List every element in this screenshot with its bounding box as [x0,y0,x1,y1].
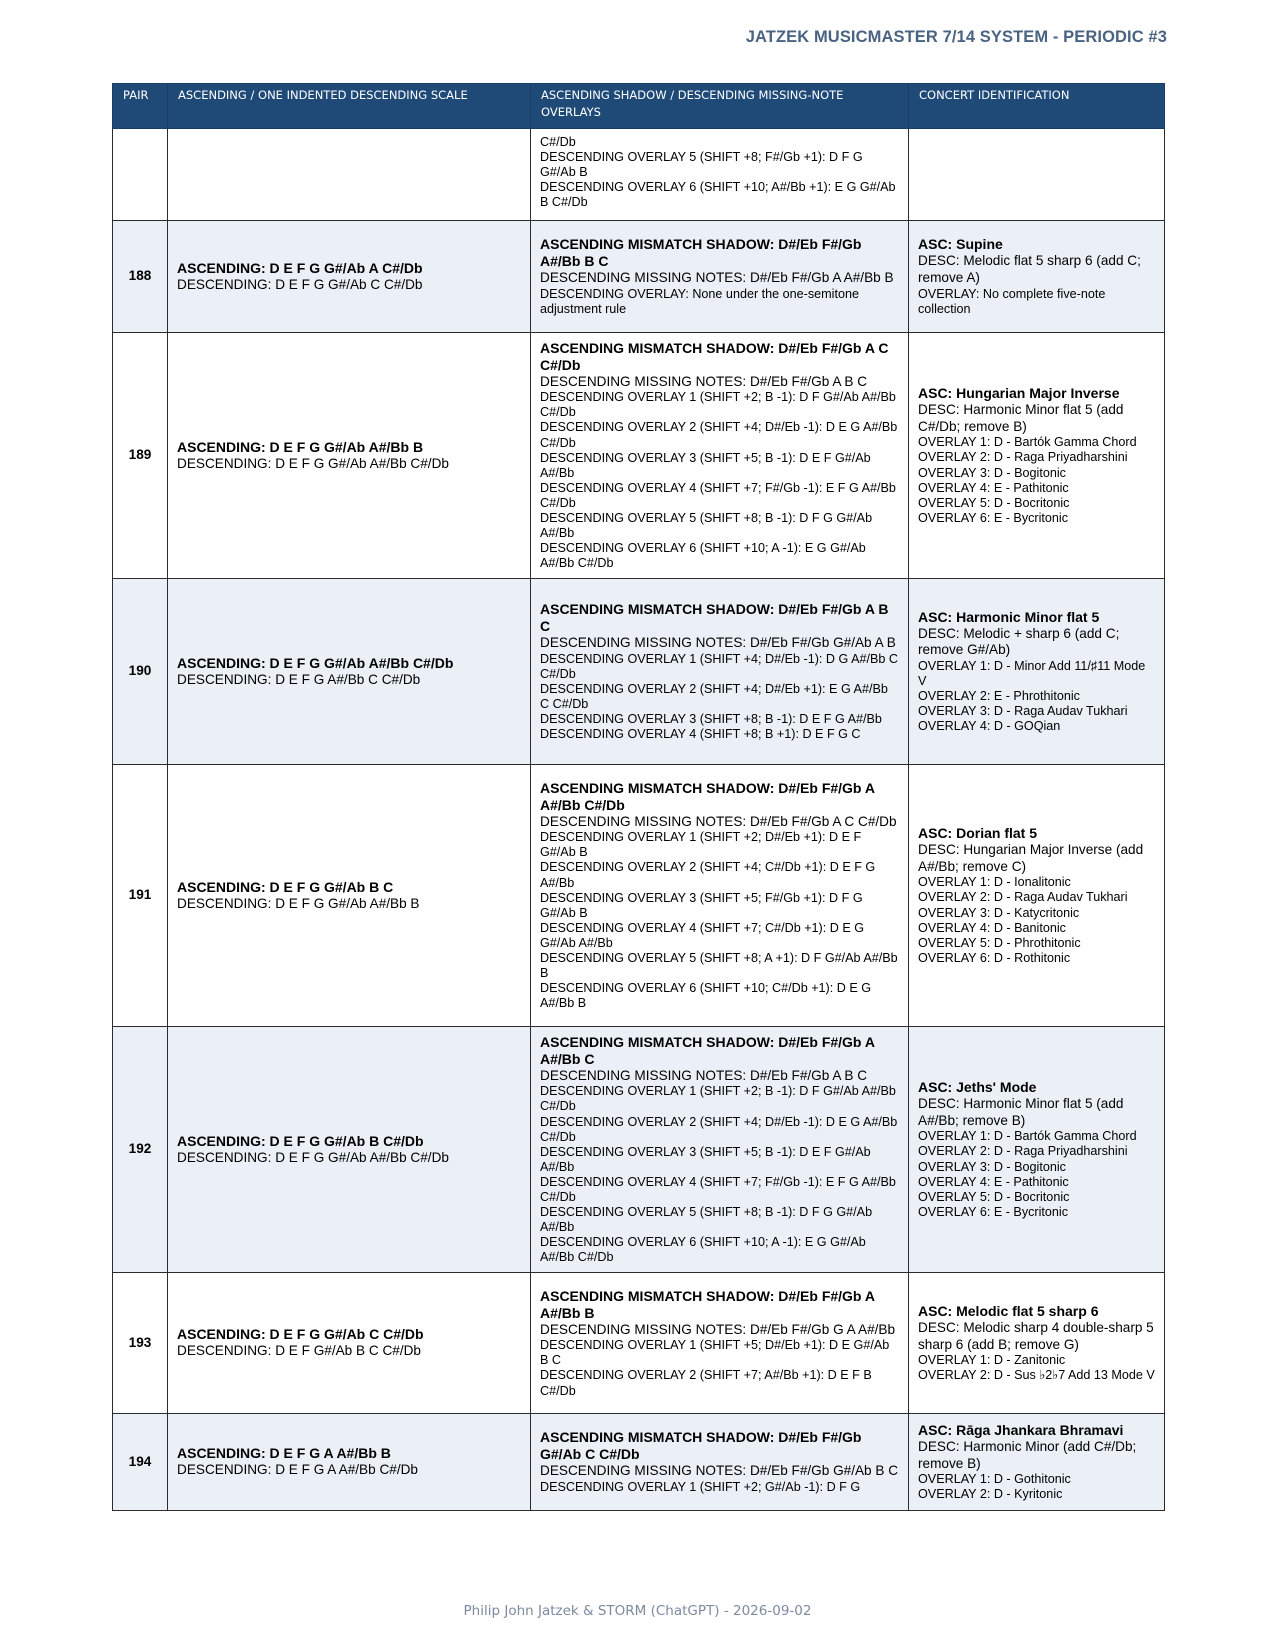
concert-overlay: OVERLAY 3: D - Raga Audav Tukhari [918,704,1128,719]
concert-overlay: OVERLAY 2: D - Raga Priyadharshini [918,450,1128,465]
mismatch-shadow: ASCENDING MISMATCH SHADOW: D#/Eb F#/Gb A A#/Bb C [540,1033,875,1067]
overlay-cell [531,220,909,332]
concert-overlay: OVERLAY 4: E - Pathitonic [918,480,1069,495]
concert-cell [909,578,1165,764]
concert-cell [909,220,1165,332]
descending-overlay: DESCENDING OVERLAY 1 (SHIFT +2; D#/Eb +1): D E F G#/Ab B [540,830,862,860]
descending-overlay: DESCENDING OVERLAY 1 (SHIFT +4; D#/Eb -1): D G A#/Bb C C#/Db [540,651,898,681]
column-header-pair: PAIR [113,84,168,129]
concert-ascending: ASC: Supine [918,236,1003,253]
missing-notes: DESCENDING MISSING NOTES: D#/Eb F#/Gb A A#/Bb B [540,270,894,286]
concert-ascending: ASC: Jeths' Mode [918,1079,1037,1096]
scale-cell [168,332,531,578]
pair-number: 193 [113,1272,168,1413]
descending-overlay: DESCENDING OVERLAY 4 (SHIFT +7; F#/Gb -1): E F G A#/Bb C#/Db [540,480,896,510]
descending-scale: DESCENDING: D E F G G#/Ab A#/Bb C#/Db [177,1149,449,1165]
descending-overlay: DESCENDING OVERLAY 3 (SHIFT +5; B -1): D E F G#/Ab A#/Bb [540,1144,871,1174]
descending-overlay: DESCENDING OVERLAY 5 (SHIFT +8; A +1): D F G#/Ab A#/Bb B [540,951,898,981]
scale-cell [168,220,531,332]
mismatch-shadow: ASCENDING MISMATCH SHADOW: D#/Eb F#/Gb A#/Bb B C [540,236,862,270]
descending-overlay: DESCENDING OVERLAY 1 (SHIFT +2; B -1): D F G#/Ab A#/Bb C#/Db [540,1084,896,1114]
concert-cell [909,128,1165,220]
table-row [113,128,1165,220]
descending-overlay: DESCENDING OVERLAY 5 (SHIFT +8; B -1): D F G G#/Ab A#/Bb [540,1205,873,1235]
concert-cell [909,1026,1165,1272]
scale-cell [168,1272,531,1413]
scale-cell [168,1026,531,1272]
ascending-scale: ASCENDING: D E F G G#/Ab A#/Bb B [177,438,424,455]
missing-notes: DESCENDING MISSING NOTES: D#/Eb F#/Gb A B C [540,1067,868,1083]
concert-ascending: ASC: Hungarian Major Inverse [918,385,1120,402]
descending-overlay: DESCENDING OVERLAY 3 (SHIFT +5; B -1): D E F G#/Ab A#/Bb [540,450,871,480]
pair-number: 188 [113,220,168,332]
descending-overlay: DESCENDING OVERLAY 6 (SHIFT +10; C#/Db +1): D E G A#/Bb B [540,981,872,1011]
concert-cell [909,1413,1165,1510]
concert-overlay: OVERLAY 5: D - Phrothitonic [918,935,1081,950]
descending-overlay: C#/Db [540,134,576,149]
descending-overlay: DESCENDING OVERLAY: None under the one-semitone adjustment rule [540,286,859,316]
pair-number: 191 [113,764,168,1026]
concert-overlay: OVERLAY 3: D - Katycritonic [918,905,1080,920]
overlay-cell [531,578,909,764]
concert-overlay: OVERLAY 5: D - Bocritonic [918,1189,1070,1204]
scale-cell [168,1413,531,1510]
table-row [113,220,1165,332]
concert-ascending: ASC: Dorian flat 5 [918,825,1038,842]
missing-notes: DESCENDING MISSING NOTES: D#/Eb F#/Gb G#/Ab A B [540,635,896,650]
ascending-scale: ASCENDING: D E F G A A#/Bb B [177,1445,391,1462]
mismatch-shadow: ASCENDING MISMATCH SHADOW: D#/Eb F#/Gb A B C [540,600,889,634]
overlay-cell [531,1026,909,1272]
table-row [113,1413,1165,1510]
concert-overlay: OVERLAY 3: D - Bogitonic [918,465,1066,480]
concert-descending: DESC: Melodic + sharp 6 (add C; remove G#/Ab) [918,625,1120,658]
table-row [113,764,1165,1026]
missing-notes: DESCENDING MISSING NOTES: D#/Eb F#/Gb A C C#/Db [540,813,897,829]
descending-overlay: DESCENDING OVERLAY 5 (SHIFT +8; F#/Gb +1): D F G G#/Ab B [540,149,863,179]
concert-overlay: OVERLAY 4: D - GOQian [918,719,1061,734]
mismatch-shadow: ASCENDING MISMATCH SHADOW: D#/Eb F#/Gb G#/Ab C C#/Db [540,1429,862,1463]
column-header-scale: ASCENDING / ONE INDENTED DESCENDING SCALE [168,84,531,129]
descending-overlay: DESCENDING OVERLAY 2 (SHIFT +4; D#/Eb +1): E G A#/Bb C C#/Db [540,681,888,711]
concert-descending: DESC: Harmonic Minor (add C#/Db; remove B) [918,1438,1137,1471]
missing-notes: DESCENDING MISSING NOTES: D#/Eb F#/Gb G A A#/Bb [540,1321,896,1337]
column-header-overlays: ASCENDING SHADOW / DESCENDING MISSING-NOTE OVERLAYS [531,84,909,129]
mismatch-shadow: ASCENDING MISMATCH SHADOW: D#/Eb F#/Gb A C C#/Db [540,339,889,373]
concert-cell [909,332,1165,578]
overlay-cell [531,128,909,220]
page-footer: Philip John Jatzek & STORM (ChatGPT) - 2026-09-02 [463,1603,812,1619]
descending-overlay: DESCENDING OVERLAY 4 (SHIFT +8; B +1): D E F G C [540,727,861,742]
concert-overlay: OVERLAY 5: D - Bocritonic [918,495,1070,510]
scale-cell [168,128,531,220]
descending-overlay: DESCENDING OVERLAY 6 (SHIFT +10; A#/Bb +1): E G G#/Ab B C#/Db [540,179,896,209]
ascending-scale: ASCENDING: D E F G G#/Ab B C [177,878,394,895]
concert-overlay: OVERLAY 2: D - Kyritonic [918,1487,1063,1502]
concert-cell [909,1272,1165,1413]
concert-descending: DESC: Harmonic Minor flat 5 (add A#/Bb; remove B) [918,1096,1124,1128]
mismatch-shadow: ASCENDING MISMATCH SHADOW: D#/Eb F#/Gb A A#/Bb B [540,1287,875,1321]
page-title: JATZEK MUSICMASTER 7/14 SYSTEM - PERIODIC #3 [745,28,1167,46]
overlay-cell [531,1272,909,1413]
descending-overlay: DESCENDING OVERLAY 2 (SHIFT +4; C#/Db +1): D E F G A#/Bb [540,860,876,890]
concert-overlay: OVERLAY 2: E - Phrothitonic [918,689,1080,704]
concert-ascending: ASC: Rāga Jhankara Bhramavi [918,1421,1124,1438]
concert-overlay: OVERLAY 6: D - Rothitonic [918,950,1071,965]
pair-number: 194 [113,1413,168,1510]
concert-descending: DESC: Harmonic Minor flat 5 (add C#/Db; remove B) [918,402,1124,434]
descending-overlay: DESCENDING OVERLAY 2 (SHIFT +4; D#/Eb -1): D E G A#/Bb C#/Db [540,1114,898,1144]
missing-notes: DESCENDING MISSING NOTES: D#/Eb F#/Gb A B C [540,373,868,389]
concert-descending: DESC: Hungarian Major Inverse (add A#/Bb; remove C) [918,842,1144,874]
concert-overlay: OVERLAY 2: D - Sus ♭2♭7 Add 13 Mode V [918,1368,1155,1383]
table-row [113,578,1165,764]
descending-scale: DESCENDING: D E F G G#/Ab C C#/Db [177,276,423,292]
descending-overlay: DESCENDING OVERLAY 2 (SHIFT +7; A#/Bb +1): D E F B C#/Db [540,1368,872,1398]
descending-overlay: DESCENDING OVERLAY 2 (SHIFT +4; D#/Eb -1): D E G A#/Bb C#/Db [540,420,898,450]
column-header-concert: CONCERT IDENTIFICATION [909,84,1165,129]
scale-cell [168,764,531,1026]
concert-ascending: ASC: Melodic flat 5 sharp 6 [918,1302,1099,1319]
pair-number: 189 [113,332,168,578]
pair-number: 192 [113,1026,168,1272]
overlay-cell [531,764,909,1026]
overlay-cell [531,1413,909,1510]
table-row [113,332,1165,578]
overlay-cell [531,332,909,578]
scale-cell [168,578,531,764]
ascending-scale: ASCENDING: D E F G G#/Ab B C#/Db [177,1132,424,1149]
descending-overlay: DESCENDING OVERLAY 4 (SHIFT +7; F#/Gb -1): E F G A#/Bb C#/Db [540,1174,896,1205]
scale-table [112,83,1165,1511]
concert-overlay: OVERLAY 1: D - Zanitonic [918,1353,1066,1368]
concert-overlay: OVERLAY 2: D - Raga Audav Tukhari [918,890,1128,905]
table-body [113,128,1165,1510]
concert-overlay: OVERLAY 6: E - Bycritonic [918,510,1069,525]
descending-overlay: DESCENDING OVERLAY 5 (SHIFT +8; B -1): D F G G#/Ab A#/Bb [540,511,873,541]
concert-cell [909,764,1165,1026]
concert-overlay: OVERLAY 1: D - Bartók Gamma Chord [918,435,1137,450]
descending-overlay: DESCENDING OVERLAY 1 (SHIFT +5; D#/Eb +1): D E G#/Ab B C [540,1338,890,1368]
concert-overlay: OVERLAY 2: D - Raga Priyadharshini [918,1144,1128,1159]
descending-overlay: DESCENDING OVERLAY 3 (SHIFT +8; B -1): D E F G A#/Bb [540,712,882,727]
descending-scale: DESCENDING: D E F G G#/Ab A#/Bb C#/Db [177,455,449,471]
descending-overlay: DESCENDING OVERLAY 1 (SHIFT +2; G#/Ab -1): D F G [540,1479,861,1494]
table-row [113,1026,1165,1272]
ascending-scale: ASCENDING: D E F G G#/Ab A C#/Db [177,259,423,276]
concert-ascending: ASC: Harmonic Minor flat 5 [918,608,1100,625]
descending-overlay: DESCENDING OVERLAY 3 (SHIFT +5; F#/Gb +1): D F G G#/Ab B [540,890,863,920]
concert-overlay: OVERLAY 1: D - Ionalitonic [918,875,1071,890]
descending-scale: DESCENDING: D E F G A A#/Bb C#/Db [177,1462,418,1478]
ascending-scale: ASCENDING: D E F G G#/Ab C C#/Db [177,1326,424,1343]
descending-overlay: DESCENDING OVERLAY 4 (SHIFT +7; C#/Db +1): D E G G#/Ab A#/Bb [540,920,865,951]
concert-overlay: OVERLAY 3: D - Bogitonic [918,1159,1066,1174]
descending-overlay: DESCENDING OVERLAY 6 (SHIFT +10; A -1): E G G#/Ab A#/Bb C#/Db [540,1235,866,1265]
concert-overlay: OVERLAY 1: D - Bartók Gamma Chord [918,1129,1137,1144]
descending-overlay: DESCENDING OVERLAY 6 (SHIFT +10; A -1): E G G#/Ab A#/Bb C#/Db [540,541,866,571]
concert-overlay: OVERLAY 1: D - Gothitonic [918,1472,1071,1487]
concert-overlay: OVERLAY: No complete five-note collection [918,286,1106,316]
concert-overlay: OVERLAY 1: D - Minor Add 11/♯11 Mode V [918,658,1146,688]
table-row [113,1272,1165,1413]
concert-descending: DESC: Melodic flat 5 sharp 6 (add C; remove A) [918,253,1141,285]
descending-scale: DESCENDING: D E F G#/Ab B C C#/Db [177,1343,421,1359]
descending-scale: DESCENDING: D E F G G#/Ab A#/Bb B [177,895,420,911]
descending-overlay: DESCENDING OVERLAY 1 (SHIFT +2; B -1): D F G#/Ab A#/Bb C#/Db [540,390,896,420]
concert-overlay: OVERLAY 6: E - Bycritonic [918,1204,1069,1219]
concert-overlay: OVERLAY 4: E - Pathitonic [918,1174,1069,1189]
table-header-row [113,84,1165,129]
pair-number: 190 [113,578,168,764]
concert-descending: DESC: Melodic sharp 4 double-sharp 5 sharp 6 (add B; remove G) [918,1319,1154,1352]
missing-notes: DESCENDING MISSING NOTES: D#/Eb F#/Gb G#/Ab B C [540,1463,899,1479]
ascending-scale: ASCENDING: D E F G G#/Ab A#/Bb C#/Db [177,654,454,671]
pair-number [113,128,168,220]
concert-overlay: OVERLAY 4: D - Banitonic [918,920,1066,935]
descending-scale: DESCENDING: D E F G A#/Bb C C#/Db [177,671,421,687]
mismatch-shadow: ASCENDING MISMATCH SHADOW: D#/Eb F#/Gb A A#/Bb C#/Db [540,779,875,813]
